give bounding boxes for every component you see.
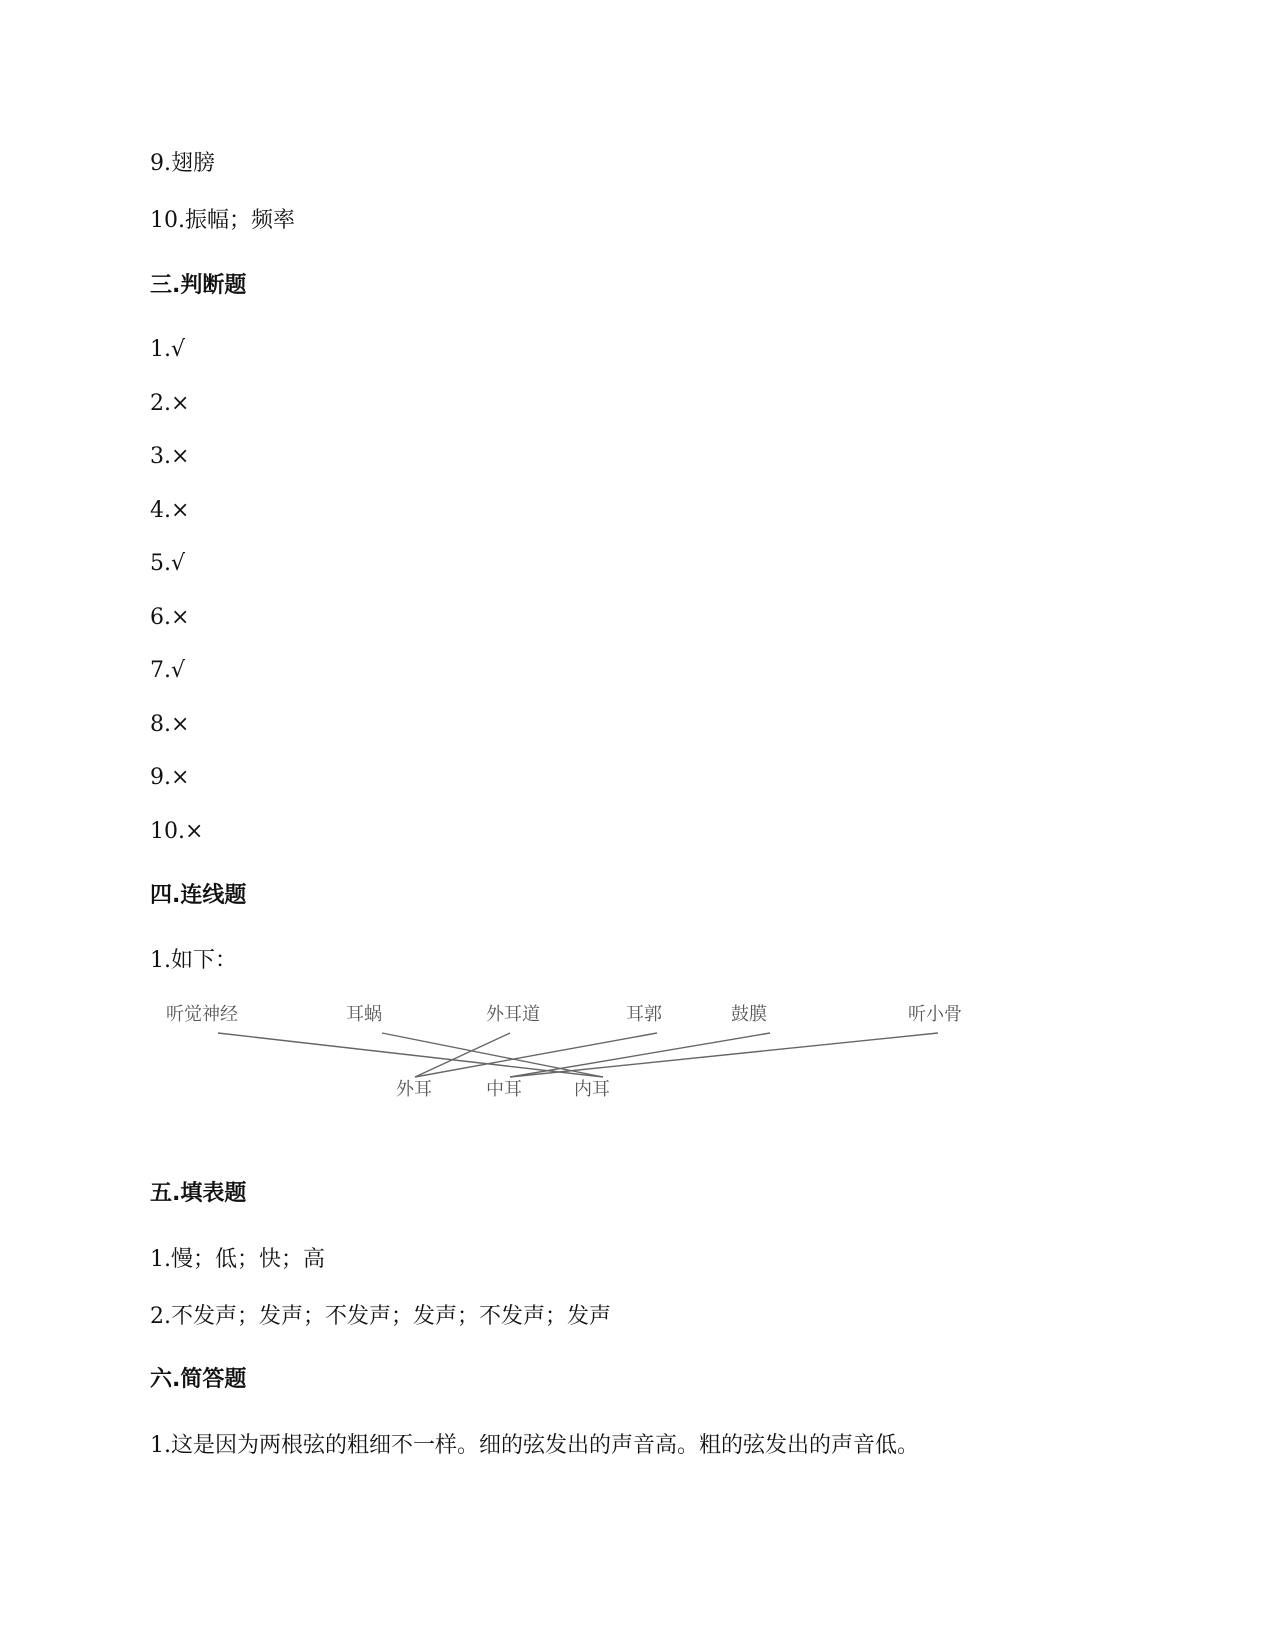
link-ossicles-middle-ear — [510, 1033, 938, 1077]
section-heading-matching: 四.连线题 — [150, 883, 247, 908]
judgement-answer-9: 9.× — [150, 765, 190, 790]
judgement-answer-5: 5.√ — [150, 551, 186, 576]
label-eardrum: 鼓膜 — [731, 1004, 767, 1025]
link-auricle-outer-ear — [415, 1033, 657, 1077]
judgement-answer-2: 2.× — [150, 391, 190, 416]
link-eardrum-middle-ear — [510, 1033, 770, 1077]
judgement-answer-1: 1.√ — [150, 337, 186, 362]
fill-answer-10: 10.振幅；频率 — [150, 208, 295, 233]
label-auditory-nerve: 听觉神经 — [166, 1004, 238, 1025]
label-middle-ear: 中耳 — [486, 1079, 522, 1100]
label-auricle: 耳郭 — [626, 1004, 662, 1025]
judgement-answer-7: 7.√ — [150, 658, 186, 683]
judgement-answer-4: 4.× — [150, 498, 190, 523]
section-heading-judgement: 三.判断题 — [150, 273, 247, 298]
fill-answer-9: 9.翅膀 — [150, 151, 215, 176]
ear-matching-diagram — [160, 1000, 1000, 1110]
judgement-answer-10: 10.× — [150, 819, 204, 844]
section-heading-table-fill: 五.填表题 — [150, 1181, 247, 1206]
judgement-answer-6: 6.× — [150, 605, 190, 630]
matching-item-1: 1.如下： — [150, 948, 237, 973]
label-ear-canal: 外耳道 — [486, 1004, 540, 1025]
label-inner-ear: 内耳 — [574, 1079, 610, 1100]
table-fill-answer-2: 2.不发声；发声；不发声；发声；不发声；发声 — [150, 1304, 611, 1329]
section-heading-short-answer: 六.简答题 — [150, 1367, 247, 1392]
label-cochlea: 耳蜗 — [346, 1004, 382, 1025]
table-fill-answer-1: 1.慢；低；快；高 — [150, 1247, 325, 1272]
short-answer-1: 1.这是因为两根弦的粗细不一样。细的弦发出的声音高。粗的弦发出的声音低。 — [150, 1433, 919, 1458]
label-ossicles: 听小骨 — [908, 1004, 962, 1025]
judgement-answer-8: 8.× — [150, 712, 190, 737]
label-outer-ear: 外耳 — [396, 1079, 432, 1100]
judgement-answer-3: 3.× — [150, 444, 190, 469]
